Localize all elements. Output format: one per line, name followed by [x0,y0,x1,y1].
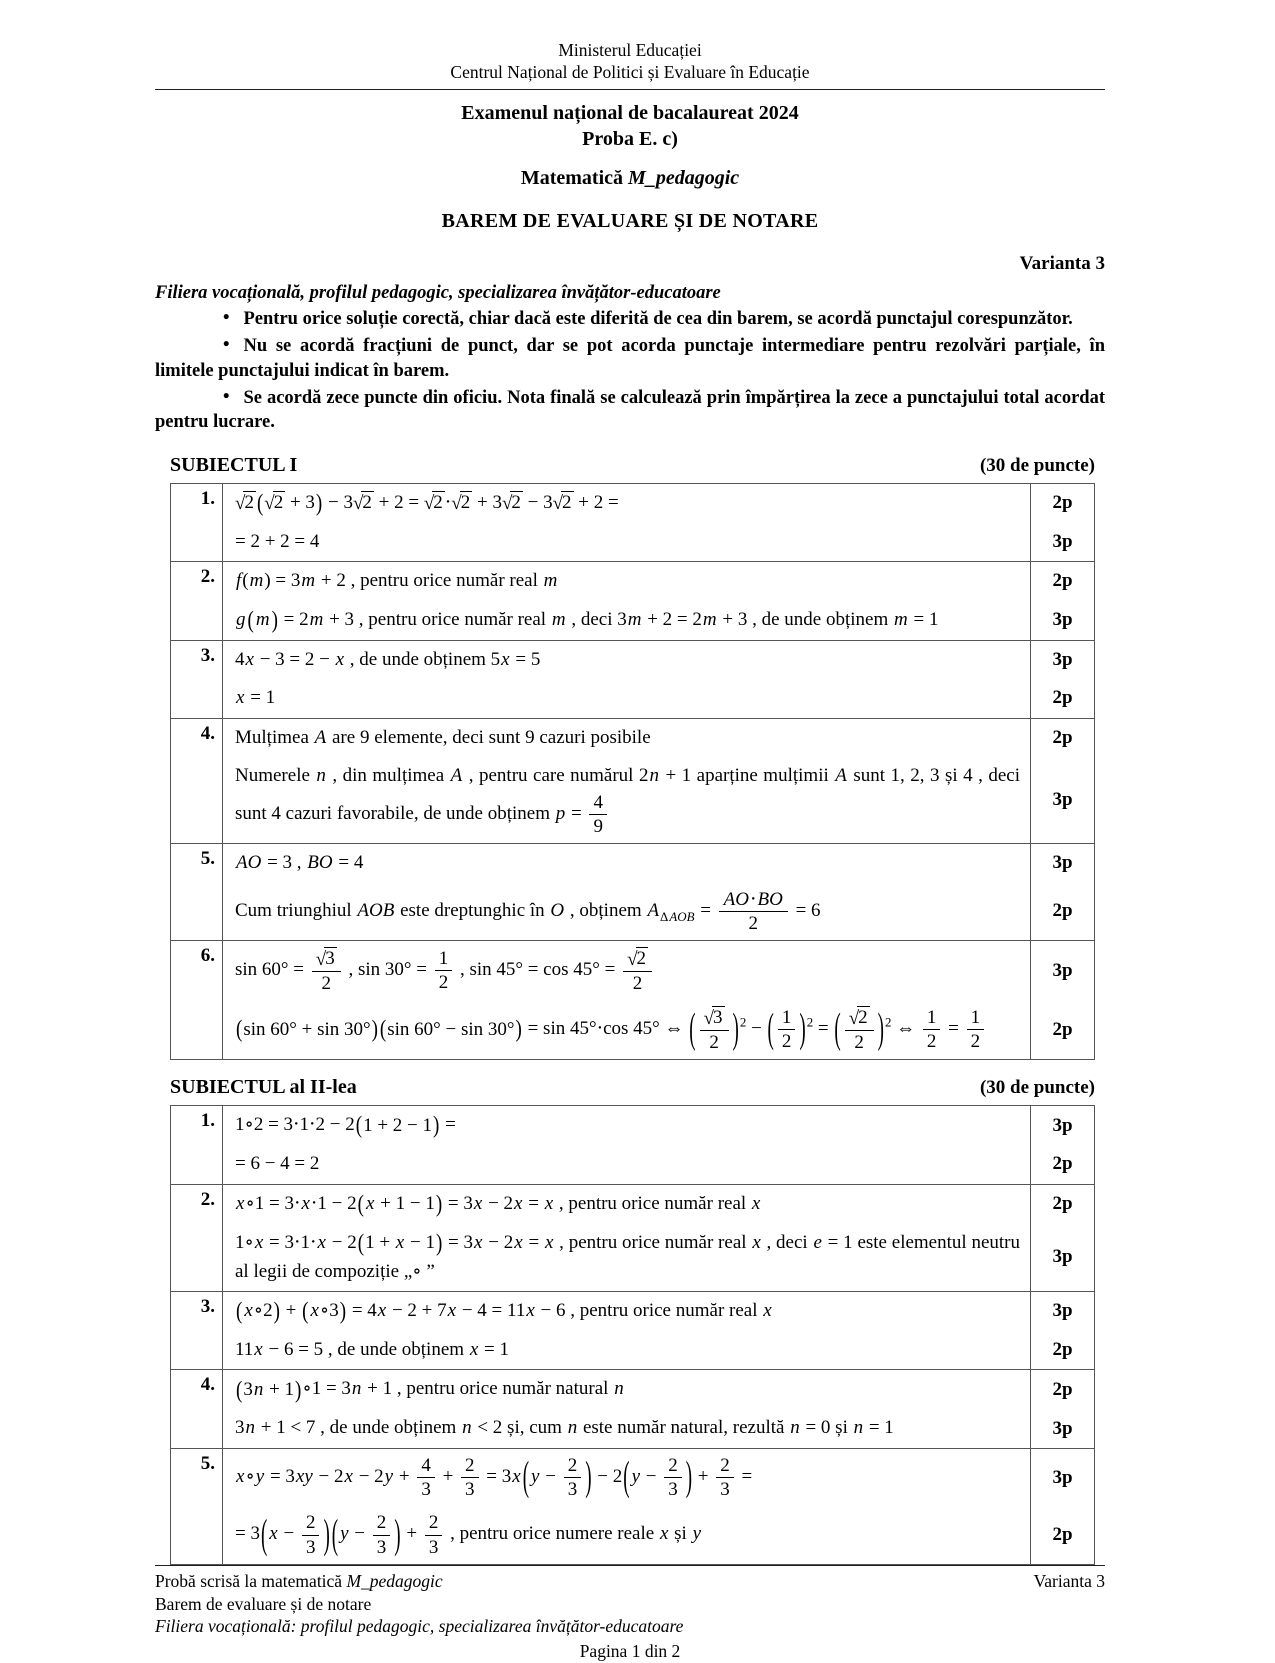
row-number: 5. [171,844,223,940]
instruction-item [155,307,1105,331]
row-number: 6. [171,941,223,1059]
exam-proba: Proba E. c) [582,127,678,150]
ministry-line: Ministerul Educației [558,40,702,60]
solution-step: Mulțimea A are 9 elemente, deci sunt 9 cazuri posibile [235,726,651,748]
bullet-icon: • [223,307,230,328]
points-cell: 3p [1030,1292,1094,1331]
subject-prefix: Matematică [520,166,624,189]
points-cell: 3p [1030,757,1094,843]
subject-name: M_pedagogic [628,166,740,189]
bullet-icon: • [223,335,230,356]
footer-line-3: Filiera vocațională: profilul pedagogic, specializarea învățător-educatoare [155,1616,684,1637]
solution-step: = 3 ( x − $\frac{2}{3}$ ) ( y − $\frac{2}{3}$ ) + $\frac{2}{3}$ , pentru orice numere reale x și y [235,1512,702,1558]
section-heading-1 [170,454,1095,477]
table-row [171,1448,1094,1564]
points-cell: 2p [1030,484,1094,523]
points-cell: 2p [1030,1370,1094,1409]
solution-step: ( 3n + 1 ) ∘1 = 3n + 1 , pentru orice număr natural n [236,1376,624,1404]
table-row [171,940,1094,1059]
points-cell: 2p [1030,1000,1094,1059]
points-cell: 3p [1030,523,1094,562]
table-row [171,484,1094,561]
points-cell: 2p [1030,1506,1094,1564]
solution-step: 1∘x = 3⋅1⋅x − 2 ( 1 + x − 1 ) = 3x − 2x = x , pentru orice număr real x , deci e = 1 este elementul neutru al legii de compoziție „∘ ” [235,1229,1020,1282]
table-row [171,1184,1094,1291]
points-cell: 3p [1030,844,1094,883]
points-cell: 2p [1030,1331,1094,1370]
solution-step: AO = 3 , BO = 4 [236,852,364,874]
exam-subject [155,167,1105,190]
points-cell: 3p [1030,641,1094,680]
instructions-block [155,283,1105,438]
row-number: 2. [171,562,223,639]
bullet-icon: • [223,386,230,407]
instruction-item [155,386,1105,435]
solution-step: = 6 − 4 = 2 [235,1153,320,1175]
table-row [171,1106,1094,1183]
solution-step: 3n + 1 < 7 , de unde obținem n < 2 și, cum n este număr natural, rezultă n = 0 și n = 1 [235,1417,894,1439]
footer-rule [155,1565,1105,1566]
instruction-item [155,334,1105,383]
row-number: 4. [171,719,223,844]
table-row [171,1291,1094,1369]
solution-step: Cum triunghiul AOB este dreptunghic în O , obținem $A_{\Delta AOB}$ = $\frac{AO\cdot BO}{2}$ = 6 [235,888,821,934]
barem-table-1 [170,483,1095,1061]
table-row [171,1369,1094,1447]
solution-step: ( sin 60° + sin 30° ) ( sin 60° − sin 30° ) = sin 45°⋅cos 45° ⇔ ( $\frac{√3}{2}$ ) $^2$ − ( $\frac{1}{2}$ ) $^2$ = ( $\frac{√2}{2}$ ) $^2$ ⇔ $\frac{1}{2}$ = $\frac{1}{2}$ [223,1000,1030,1059]
page-number: Pagina 1 din 2 [579,1641,681,1662]
header-rule [155,89,1105,90]
table-row [171,843,1094,940]
solution-step: = 2 + 2 = 4 [235,530,320,552]
footer-left [155,1570,443,1593]
row-number: 2. [171,1185,223,1291]
solution-step: 4x − 3 = 2 − x , de unde obținem 5x = 5 [235,648,541,670]
points-cell: 2p [1030,562,1094,601]
solution-step: x = 1 [236,687,276,709]
table-row [171,718,1094,844]
points-cell: 3p [1030,1449,1094,1507]
points-cell: 2p [1030,883,1094,941]
solution-step: 11x − 6 = 5 , de unde obținem x = 1 [235,1338,509,1360]
row-number: 3. [171,641,223,718]
document-header [155,40,1105,84]
solution-step: sin 60° = $\frac{√3}{2}$ , sin 30° = $\frac{1}{2}$ , sin 45° = cos 45° = $\frac{√2}{2}$ [223,941,1030,1000]
solution-step: x∘y = 3xy − 2x − 2y + $\frac{4}{3}$ + $\frac{2}{3}$ = 3x ( y − $\frac{2}{3}$ ) − 2 ( y − $\frac{2}{3}$ ) + $\frac{2}{3}$ = [236,1454,753,1501]
instruction-text: Pentru orice soluție corectă, chiar dacă este diferită de cea din barem, se acordă punctajul corespunzător. [243,308,1073,329]
table-row [171,640,1094,718]
section-points-label: (30 de puncte) [979,454,1095,476]
barem-table-2 [170,1105,1095,1565]
instructions-list [155,307,1105,435]
row-number: 5. [171,1449,223,1564]
instruction-text: Se acordă zece puncte din oficiu. Nota finală se calculează prin împărțirea la zece a punctajului total acordat pentru lucrare. [155,387,1105,433]
row-number: 3. [171,1292,223,1369]
exam-title: Examenul național de bacalaureat 2024 [461,101,799,124]
solution-step: f(m) = 3m + 2 , pentru orice număr real m [236,570,558,592]
points-cell: 2p [1030,1185,1094,1224]
center-line: Centrul Național de Politici și Evaluare în Educație [450,61,810,82]
section-title: SUBIECTUL I [170,453,298,476]
row-number: 1. [171,1106,223,1183]
footer-variant: Varianta 3 [1033,1570,1105,1591]
points-cell: 3p [1030,601,1094,640]
solution-step: ( x∘2 ) + ( x∘3 ) = 4x − 2 + 7x − 4 = 11x − 6 , pentru orice număr real x [236,1298,772,1326]
solution-step: Numerele n , din mulțimea A , pentru care numărul 2n + 1 aparține mulțimii A sunt 1, 2, 3 și 4 , deci sunt 4 cazuri favorabile, de unde obținem p = $\frac{4}{9}$ [235,765,1021,837]
row-number: 1. [171,484,223,561]
solution-step: x∘1 = 3⋅x⋅1 − 2 ( x + 1 − 1 ) = 3x − 2x = x , pentru orice număr real x [236,1190,761,1219]
points-cell: 2p [1030,679,1094,718]
row-number: 4. [171,1370,223,1447]
points-cell: 3p [1030,1224,1094,1291]
points-cell: 2p [1030,719,1094,758]
footer-line-1 [155,1570,1105,1593]
footer-line-2: Barem de evaluare și de notare [155,1593,372,1614]
instruction-text: Nu se acordă fracțiuni de punct, dar se pot acorda punctaje intermediare pentru rezolvări parțiale, în limitele punctajului indicat în barem. [155,336,1105,381]
points-cell: 3p [1030,941,1094,1000]
variant-label: Varianta 3 [1019,252,1105,274]
points-cell: 3p [1030,1409,1094,1448]
solution-step: 1∘2 = 3⋅1⋅2 − 2 ( 1 + 2 − 1 ) = [235,1112,456,1140]
barem-title: BAREM DE EVALUARE ȘI DE NOTARE [441,209,819,232]
section-title: SUBIECTUL al II-lea [170,1076,357,1099]
filiera-line: Filiera vocațională, profilul pedagogic, specializarea învățător-educatoare [155,282,721,303]
section-heading-2 [170,1076,1095,1099]
solution-step: √2 ( √2 + 3 ) − 3√2 + 2 = √2 ⋅√2 + 3√2 − 3√2 + 2 = [235,489,619,518]
document-footer [155,1565,1105,1663]
footer-left-prefix: Probă scrisă la matematică [155,1570,343,1591]
footer-left-subject: M_pedagogic [346,1570,443,1591]
points-cell: 3p [1030,1106,1094,1145]
section-points-label: (30 de puncte) [979,1077,1095,1099]
points-cell: 2p [1030,1145,1094,1184]
solution-step: g ( m ) = 2m + 3 , pentru orice număr real m , deci 3m + 2 = 2m + 3 , de unde obținem m = 1 [236,606,939,634]
table-row [171,561,1094,639]
